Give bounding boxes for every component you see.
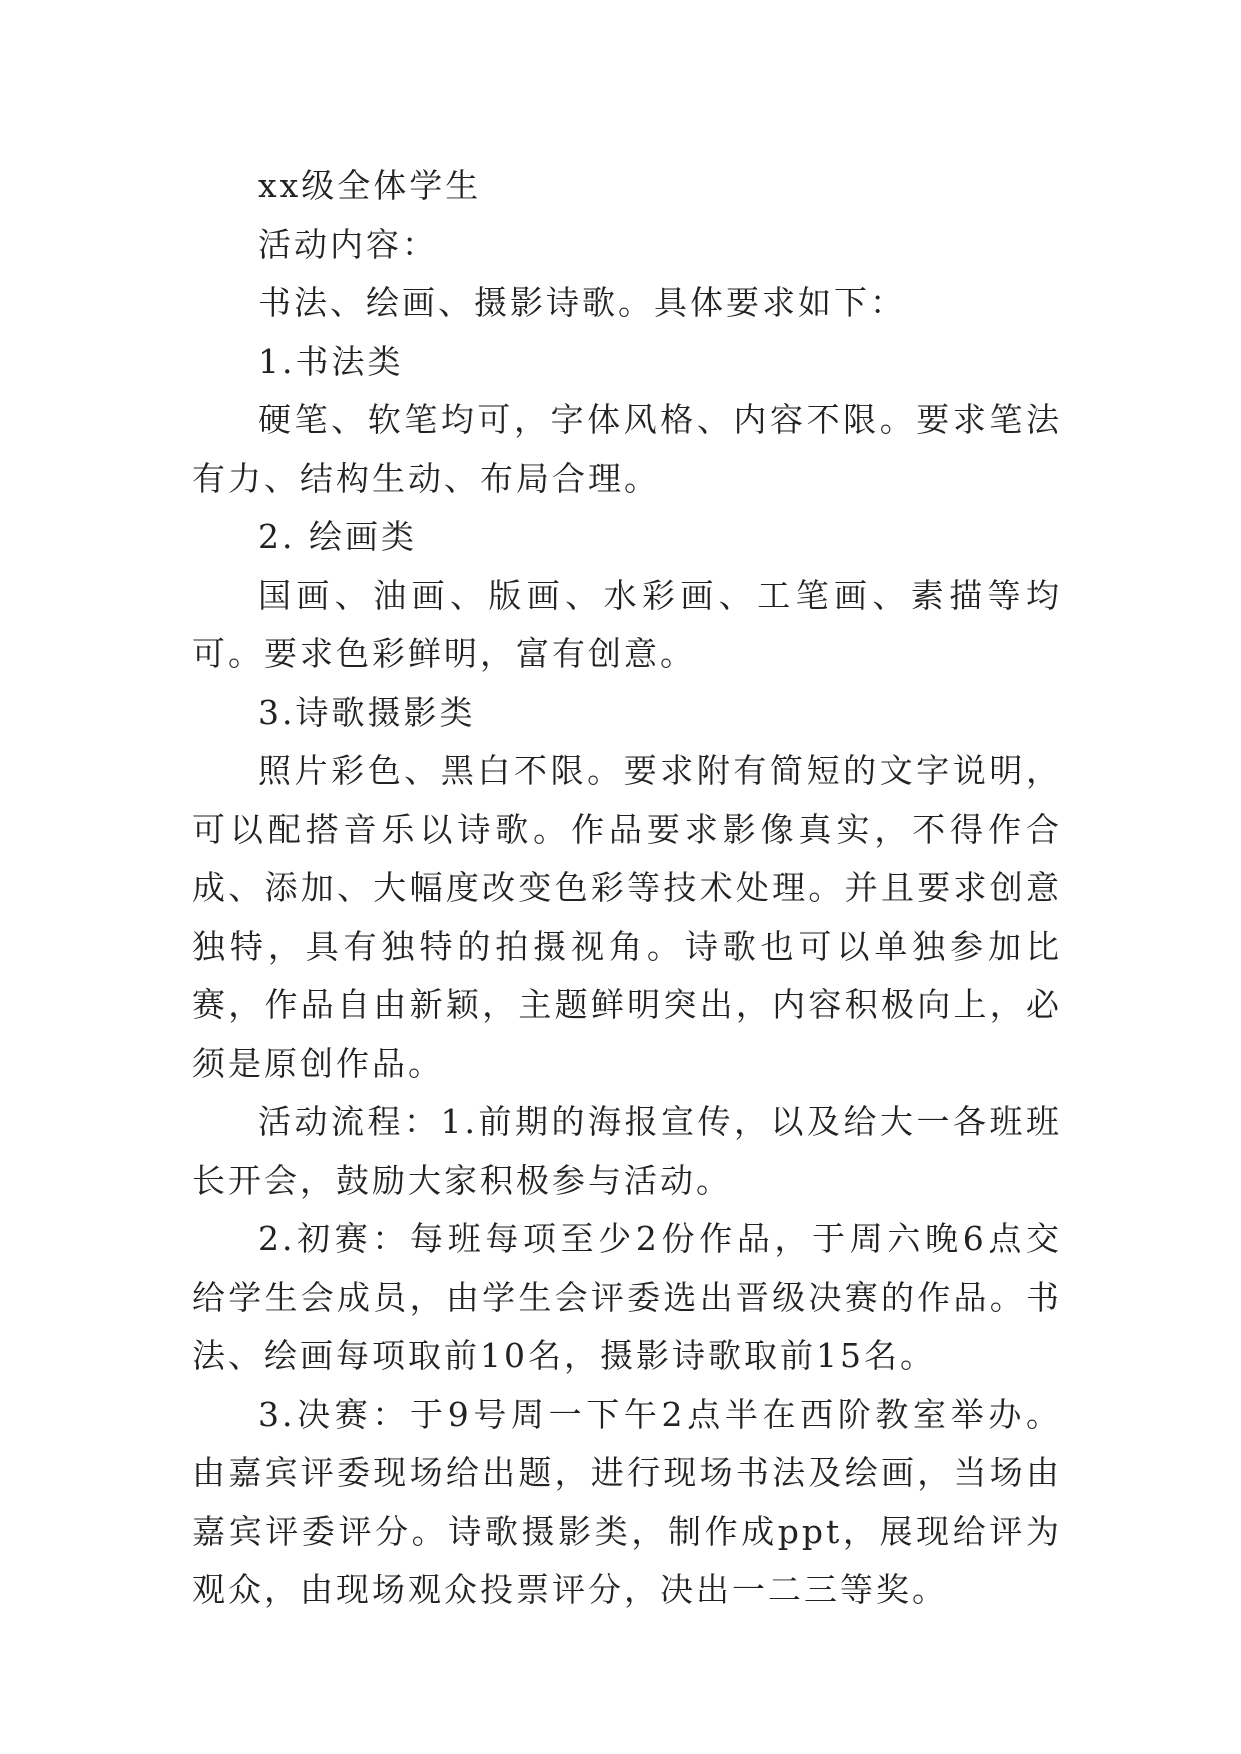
activity-categories: 书法、绘画、摄影诗歌。具体要求如下： — [258, 283, 906, 322]
process-step-1: 活动流程：1.前期的海报宣传，以及给大一各班班长开会，鼓励大家积极参与活动。 — [192, 1102, 1062, 1200]
poetry-photo-requirements: 照片彩色、黑白不限。要求附有简短的文字说明，可以配搭音乐以诗歌。作品要求影像真实，不得作合成、添加、大幅度改变色彩等技术处理。并且要求创意独特，具有独特的拍摄视角。诗歌也可以单独参加比赛，作品自由新颖，主题鲜明突出，内容积极向上，必须是原创作品。 — [192, 751, 1062, 1083]
process-step-3: 3.决赛：于9号周一下午2点半在西阶教室举办。由嘉宾评委现场给出题，进行现场书法及绘画，当场由嘉宾评委评分。诗歌摄影类，制作成ppt，展现给评为观众，由现场观众投票评分，决出一二三等奖。 — [192, 1394, 1062, 1609]
poetry-photo-heading: 3.诗歌摄影类 — [258, 692, 476, 732]
activity-content-heading: 活动内容： — [258, 224, 438, 264]
document-body — [192, 157, 1062, 1620]
audience-line: xx级全体学生 — [258, 166, 482, 205]
calligraphy-requirements: 硬笔、软笔均可，字体风格、内容不限。要求笔法有力、结构生动、布局合理。 — [192, 400, 1062, 498]
process-step-2: 2.初赛：每班每项至少2份作品，于周六晚6点交给学生会成员，由学生会评委选出晋级决赛的作品。书法、绘画每项取前10名，摄影诗歌取前15名。 — [192, 1219, 1062, 1375]
painting-requirements: 国画、油画、版画、水彩画、工笔画、素描等均可。要求色彩鲜明，富有创意。 — [192, 575, 1062, 673]
calligraphy-heading: 1.书法类 — [258, 341, 404, 381]
painting-heading: 2. 绘画类 — [258, 517, 417, 556]
